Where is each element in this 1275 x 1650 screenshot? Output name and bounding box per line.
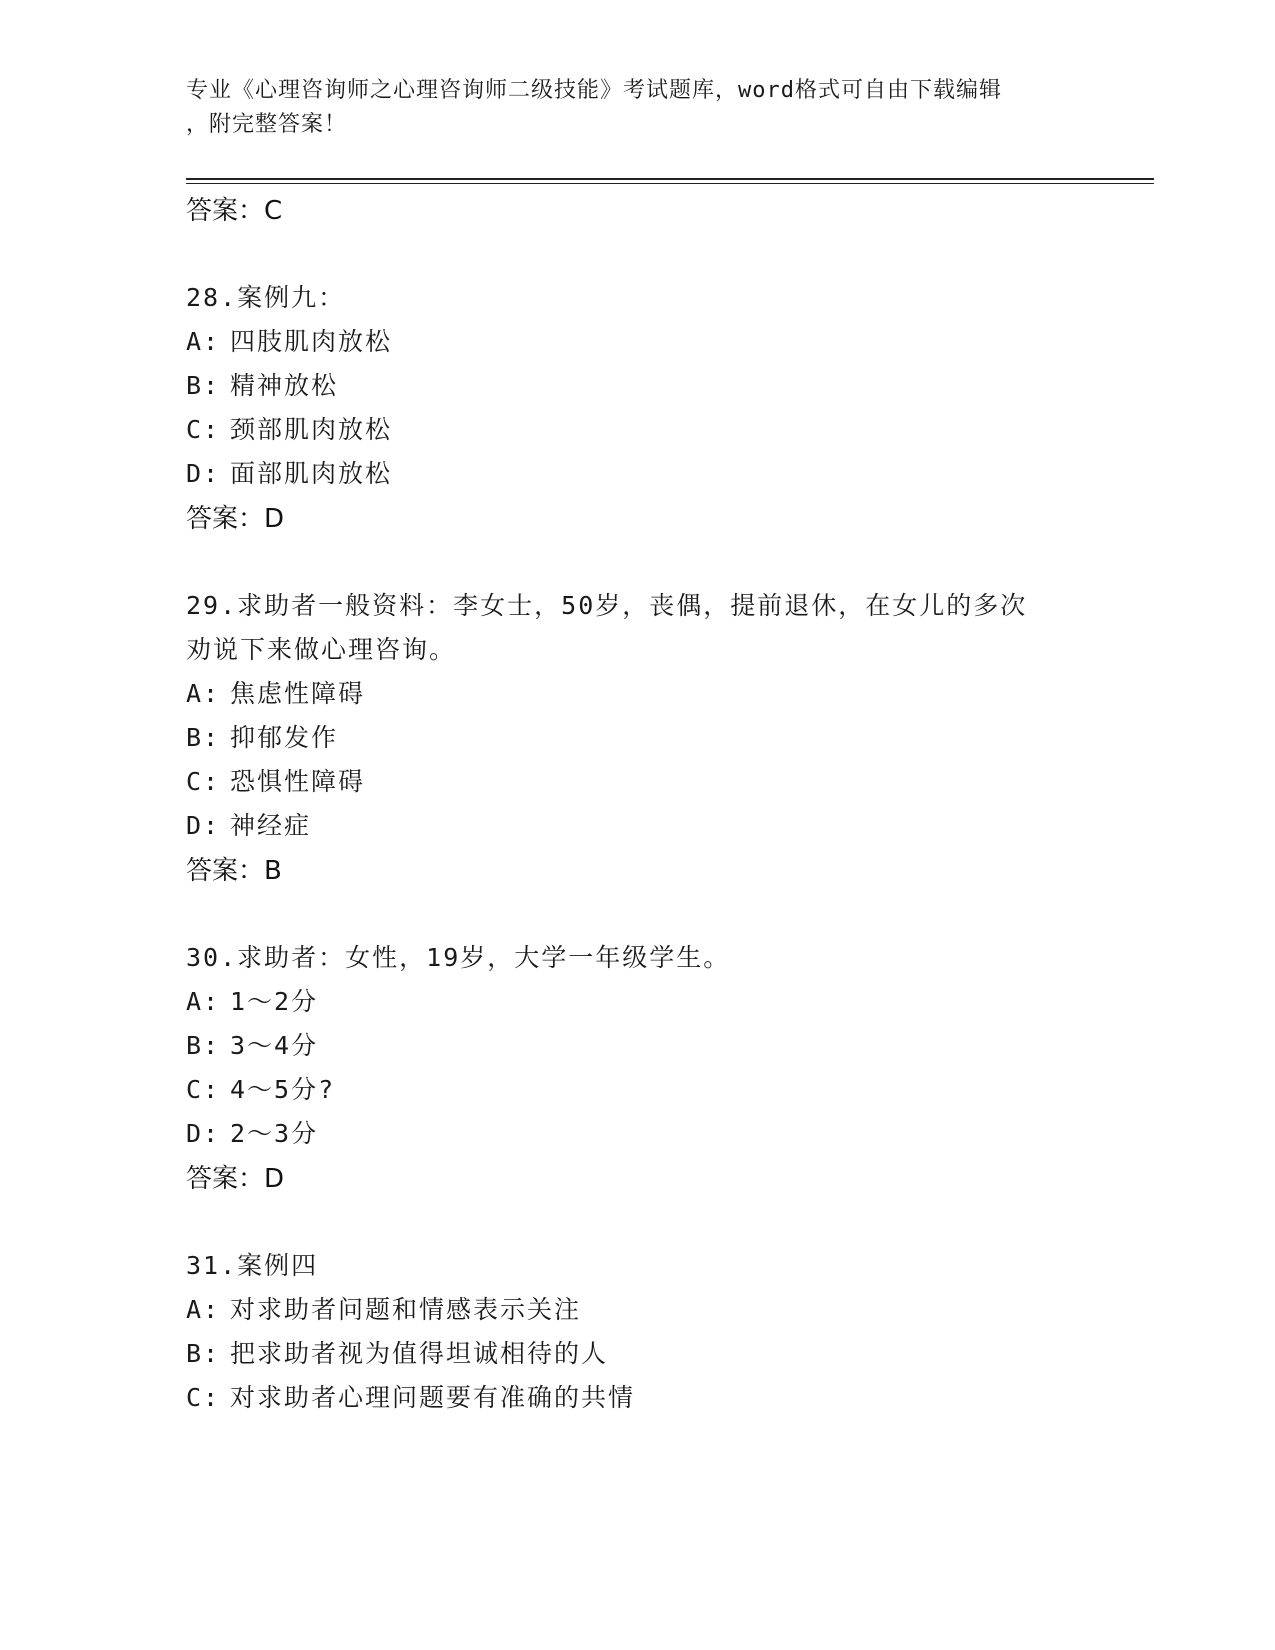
option-text: 颈部肌肉放松 [230,415,393,444]
option-line [186,1378,635,1414]
answer-line: 答案：B [186,856,282,886]
option-line [186,410,392,446]
option-line [186,718,338,754]
option-line [186,1070,335,1106]
option-label: D: [186,811,221,840]
option-label: A: [186,327,221,356]
option-label: A: [186,679,221,708]
option-label: B: [186,1031,221,1060]
option-text: 3～4分 [230,1031,319,1060]
question-stem: 30.求助者：女性，19岁，大学一年级学生。 [186,943,731,972]
option-label: B: [186,371,221,400]
option-line [186,806,311,842]
option-label: D: [186,459,221,488]
option-label: A: [186,1295,221,1324]
option-label: C: [186,415,221,444]
question-stem-continued: 劝说下来做心理咨询。 [186,635,457,664]
header-line-1: 专业《心理咨询师之心理咨询师二级技能》考试题库，word格式可自由下载编辑 [186,78,1002,103]
option-text: 对求助者心理问题要有准确的共情 [230,1383,636,1412]
option-text: 2～3分 [230,1119,319,1148]
answer-line: 答案：D [186,504,285,534]
option-text: 四肢肌肉放松 [230,327,393,356]
option-text: 恐惧性障碍 [230,767,366,796]
answer-line: 答案：D [186,1164,285,1194]
option-label: C: [186,1075,221,1104]
option-line [186,1026,318,1062]
option-label: C: [186,1383,221,1412]
option-line [186,322,392,358]
option-line [186,366,338,402]
header-line-2: ，附完整答案！ [186,112,348,137]
question-stem: 28.案例九： [186,283,346,312]
answer-line: 答案：C [186,196,283,226]
document-header [186,74,1086,142]
option-text: 1～2分 [230,987,319,1016]
option-line [186,454,392,490]
option-text: 抑郁发作 [230,723,339,752]
option-label: C: [186,767,221,796]
option-label: B: [186,1339,221,1368]
option-line [186,762,365,798]
option-line [186,1334,608,1370]
option-text: 精神放松 [230,371,339,400]
option-label: A: [186,987,221,1016]
option-line [186,674,365,710]
option-line [186,1114,318,1150]
option-text: 4～5分? [230,1075,336,1104]
option-label: B: [186,723,221,752]
option-text: 对求助者问题和情感表示关注 [230,1295,582,1324]
option-line [186,1290,581,1326]
option-text: 神经症 [230,811,312,840]
option-text: 面部肌肉放松 [230,459,393,488]
option-text: 把求助者视为值得坦诚相待的人 [230,1339,609,1368]
header-rule-thin [186,183,1154,184]
question-stem: 29.求助者一般资料：李女士，50岁，丧偶，提前退休，在女儿的多次 [186,591,1028,620]
option-text: 焦虑性障碍 [230,679,366,708]
header-rule-thick [186,178,1154,180]
question-stem: 31.案例四 [186,1251,319,1280]
option-line [186,982,318,1018]
option-label: D: [186,1119,221,1148]
